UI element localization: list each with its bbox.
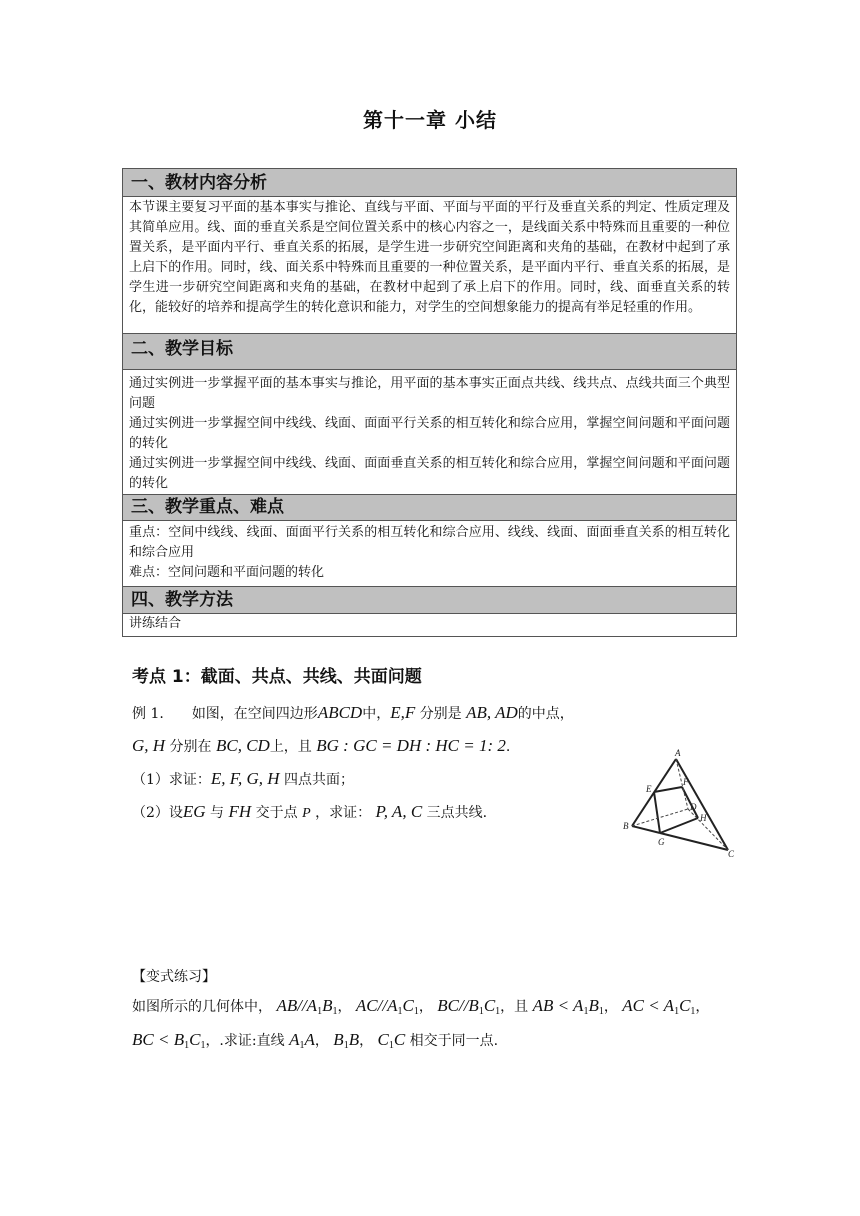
example-text: 三点共线.: [426, 805, 488, 821]
difficulty-item: 难点：空间问题和平面问题的转化: [129, 565, 325, 580]
math-ac-parallel: $AC//A_1C_1$: [355, 996, 419, 1017]
section-heading-methods: 四、教学方法: [123, 587, 736, 614]
math-ab-less: AB < $A_1B_1$: [532, 996, 604, 1017]
section-heading-content-analysis: 一、教材内容分析: [123, 169, 736, 197]
math-bc-cd: BC, CD: [215, 736, 270, 755]
math-bc-parallel: $BC//B_1C_1$: [437, 996, 501, 1017]
example-question-1: [132, 769, 354, 789]
math-quad: ABCD: [317, 703, 363, 722]
label-a: A: [675, 748, 681, 758]
objective-item: 通过实例进一步掌握平面的基本事实与推论，用平面的基本事实正面点共线、线共点、点线共面三个典型问题: [129, 376, 730, 411]
math-line-c: $C_1C$: [377, 1030, 406, 1051]
math-fh: FH: [228, 802, 252, 821]
math-gh: G, H: [132, 736, 166, 755]
topic-heading: 考点 1：截面、共点、共线、共面问题: [132, 667, 422, 687]
method-item: 讲练结合: [129, 616, 182, 631]
math-ac-less: AC < $A_1C_1$: [622, 996, 696, 1017]
variant-line-2: BC < $B_1C_1$，.求证:直线 $A_1A$， $B_1B$， $C_1C$ 相交于同一点.: [132, 1030, 499, 1051]
variant-line-1: 如图所示的几何体中， $AB//A_1B_1$， $AC//A_1C_1$， $BC//B_1C_1$，且 AB < $A_1B_1$， AC < $A_1C_1$，: [132, 996, 710, 1017]
example-text: 分别在: [169, 739, 212, 755]
example-text: 四点共面；: [284, 772, 355, 788]
label-c: C: [728, 849, 735, 859]
math-ab-parallel: $AB//A_1B_1$: [276, 996, 338, 1017]
example-text: 与: [210, 805, 225, 821]
label-d: D: [690, 802, 697, 812]
example-question-2: [132, 802, 487, 822]
section-body-key-points: [123, 521, 736, 587]
example-text: .: [505, 739, 511, 755]
math-ratio: BG : GC = DH : HC = 1: 2: [316, 736, 506, 755]
example-text: （2）设: [132, 805, 183, 821]
label-h: H: [700, 813, 707, 823]
example-text: 的中点，: [517, 706, 574, 722]
example-line-2: [132, 736, 510, 756]
objective-item: 通过实例进一步掌握空间中线线、线面、面面平行关系的相互转化和综合应用，掌握空间问题和平面问题的转化: [129, 416, 730, 451]
section-body-content-analysis: [123, 197, 736, 334]
example-text: 中，: [362, 706, 391, 722]
section-text: 本节课主要复习平面的基本事实与推论、直线与平面、平面与平面的平行及垂直关系的判定、性质定理及其简单应用。线、面的垂直关系是空间位置关系中的核心内容之一，是线面关系中特殊而且重要的一种位置关系，是平面内平行、垂直关系的拓展，是学生进一步研究空间距离和夹角的基础，在教材中起到了承上启下的作用。同时，线、面关系中特殊而且重要的一种位置关系，是平面内平行、垂直关系的拓展，是学生进一步研究空间距离和夹角的基础，在教材中起到了承上启下的作用。同时，线、面垂直关系的转化，能较好的培养和提高学生的转化意识和能力，对学生的空间想象能力的提高有举足轻重的作用。: [129, 200, 730, 315]
objective-item: 通过实例进一步掌握空间中线线、线面、面面垂直关系的相互转化和综合应用，掌握空间问题和平面问题的转化: [129, 456, 730, 491]
page-title: 第十一章 小结: [363, 108, 497, 132]
math-line-a: $A_1A$: [289, 1030, 315, 1051]
math-points: E, F, G, H: [210, 769, 280, 788]
example-text: 分别是: [419, 706, 462, 722]
variant-text: 如图所示的几何体中，: [132, 999, 272, 1015]
tetrahedron-figure: [620, 745, 745, 860]
example-text: 上，且: [269, 739, 312, 755]
section-heading-key-points: 三、教学重点、难点: [123, 495, 736, 521]
math-ab-ad: AB, AD: [466, 703, 518, 722]
key-point-item: 重点：空间中线线、线面、面面平行关系的相互转化和综合应用、线线、线面、面面垂直关系的相互转化和综合应用: [129, 525, 730, 560]
example-line-1: [132, 703, 574, 723]
example-text: （1）求证：: [132, 772, 211, 788]
section-body-methods: [123, 614, 736, 636]
math-points: P, A, C: [375, 802, 423, 821]
label-e: E: [646, 784, 652, 794]
example-text: 交于点: [255, 805, 298, 821]
label-f: F: [683, 777, 689, 787]
example-label: 例 1.: [132, 706, 164, 722]
section-heading-objectives: 二、教学目标: [123, 334, 736, 370]
math-eg: EG: [182, 802, 206, 821]
variant-heading: 【变式练习】: [132, 969, 216, 985]
label-g: G: [658, 837, 665, 847]
example-text: ，求证：: [315, 805, 372, 821]
variant-text: 相交于同一点.: [409, 1033, 499, 1049]
example-text: 如图，在空间四边形: [191, 706, 318, 722]
section-body-objectives: [123, 370, 736, 495]
label-b: B: [623, 821, 629, 831]
math-p: P: [302, 806, 311, 821]
math-bc-less: BC < $B_1C_1$: [132, 1030, 206, 1051]
math-line-b: $B_1B$: [333, 1030, 360, 1051]
lesson-plan-table: [122, 168, 737, 637]
math-ef: E,F: [390, 703, 416, 722]
